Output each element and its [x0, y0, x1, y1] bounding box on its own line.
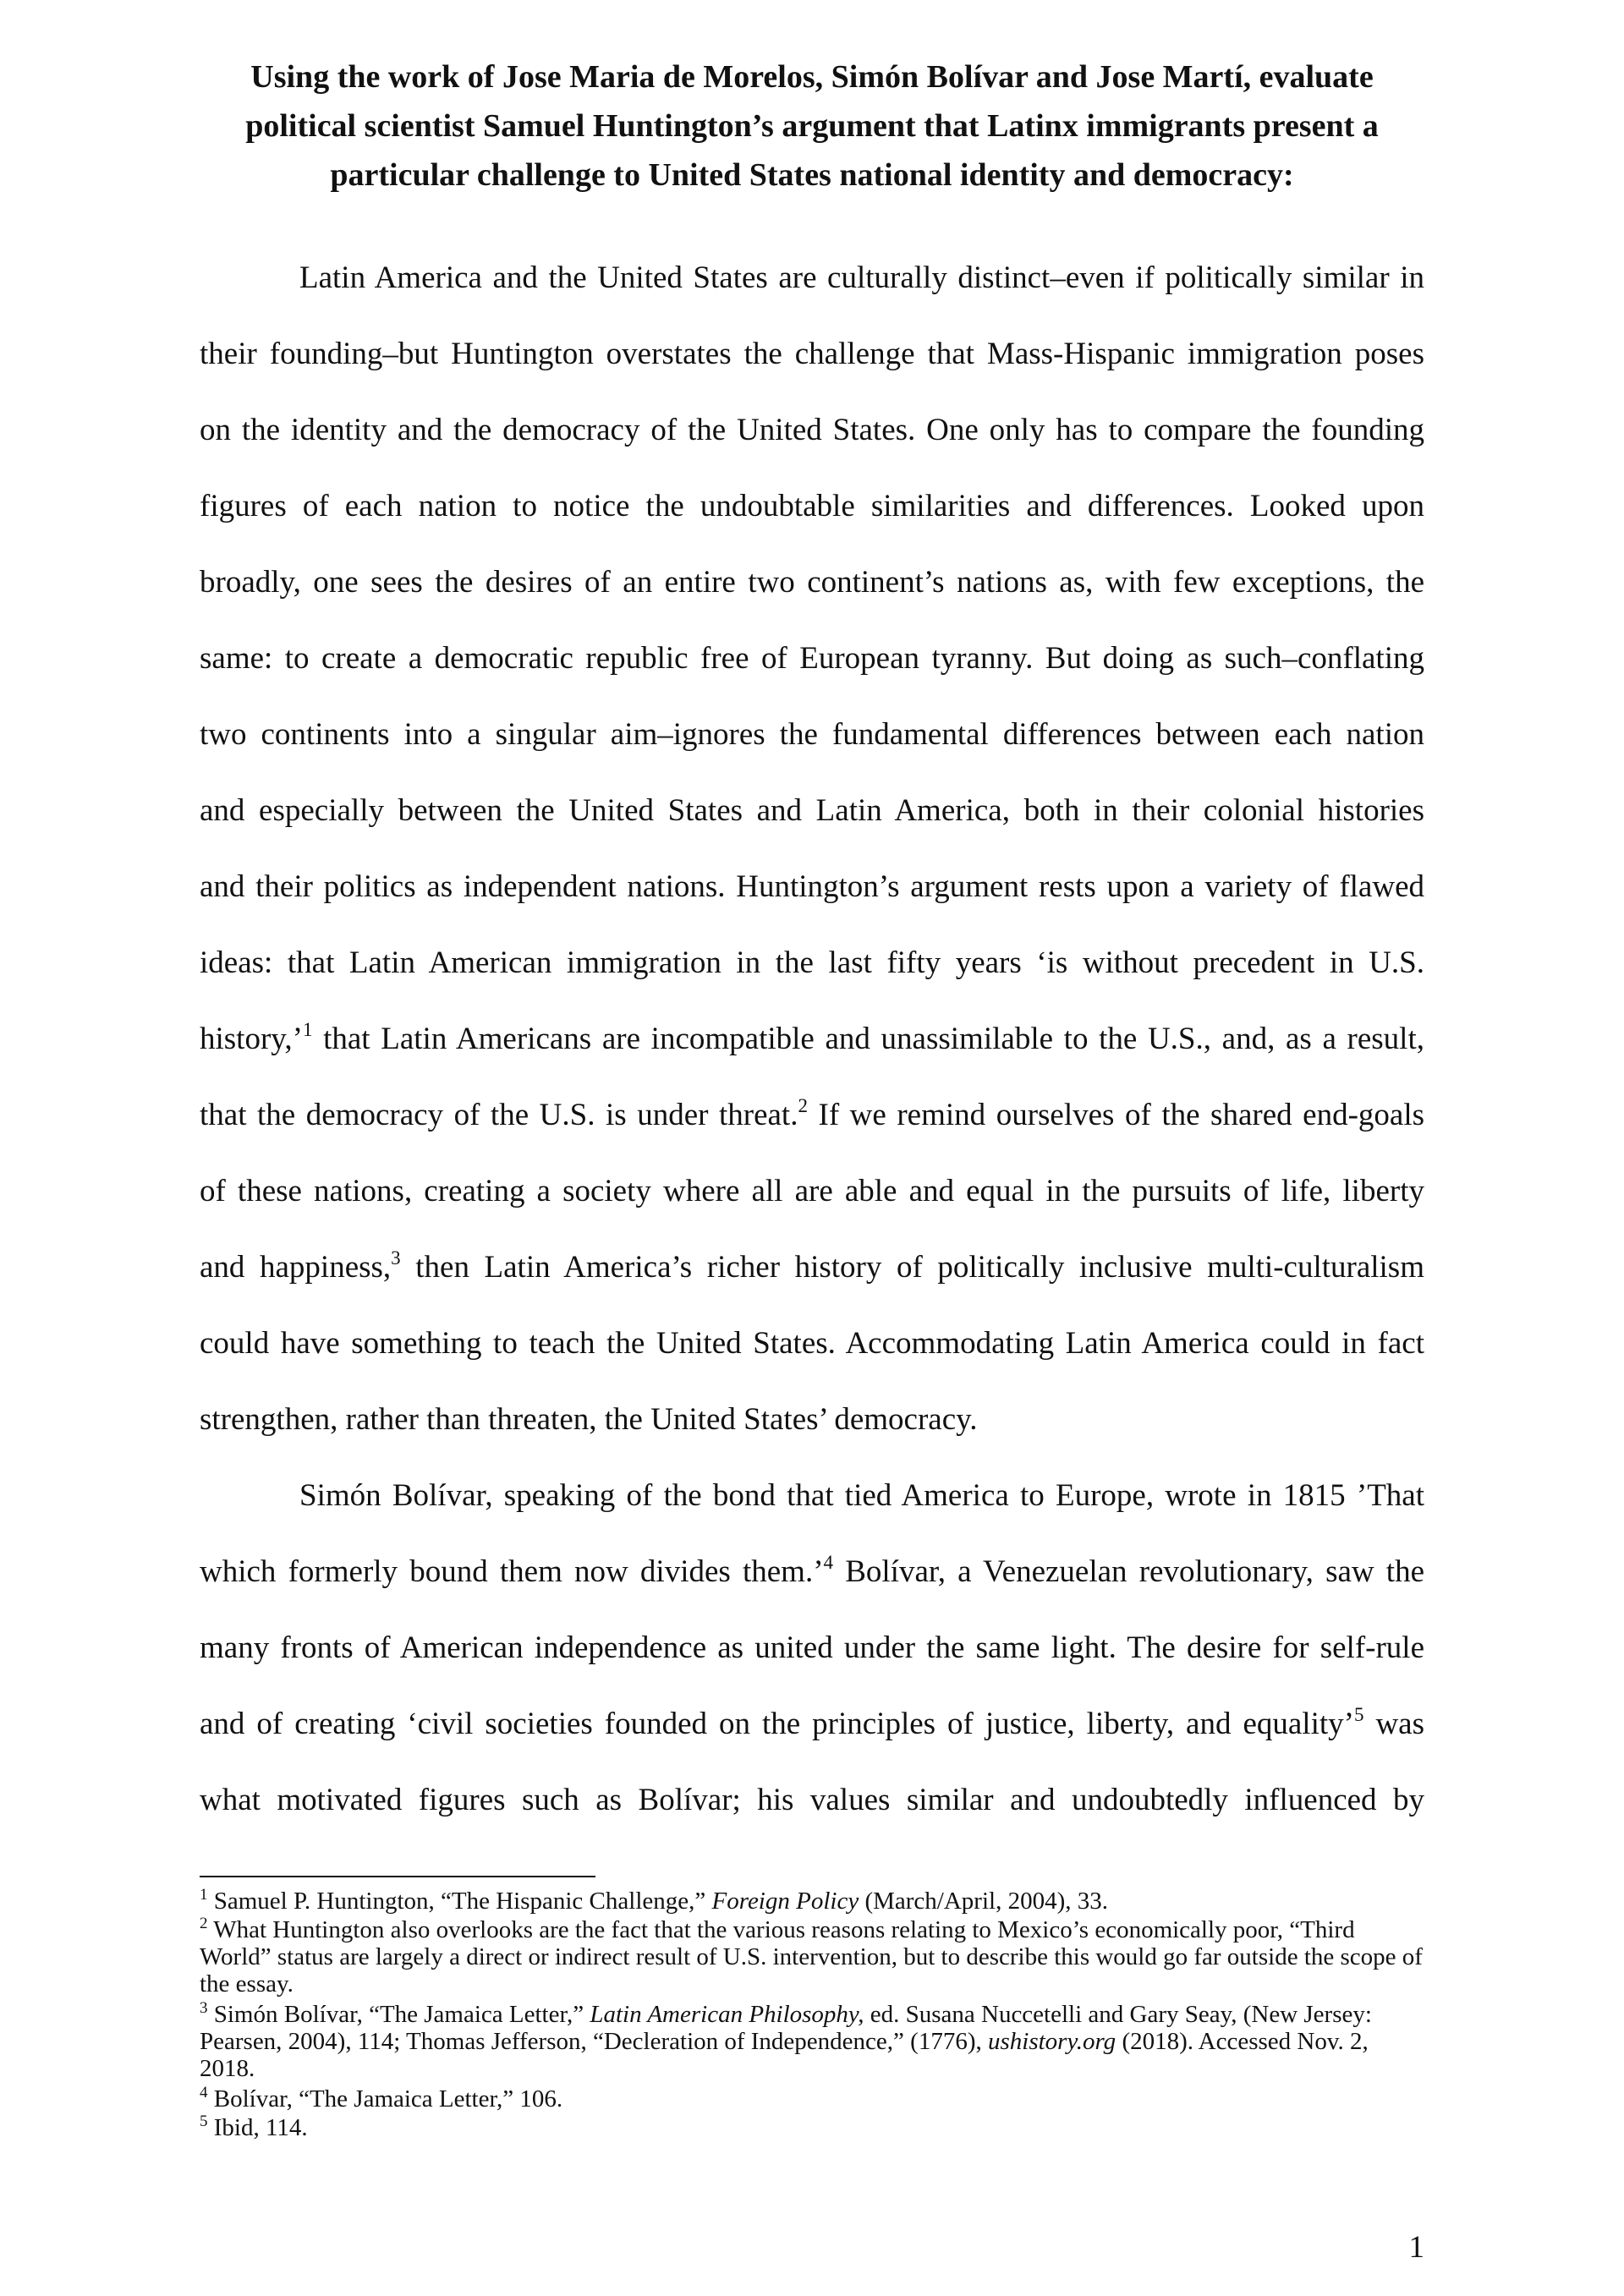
body-line-10: ideas: that Latin American immigration in the last fifty years ‘is without precedent in U.S.	[200, 945, 1424, 980]
page-number: 1	[1408, 2230, 1424, 2265]
text-segment: then Latin America’s richer history of politically inclusive multi-culturalism	[400, 1250, 1424, 1285]
body-line-21: what motivated figures such as Bolívar; his values similar and undoubtedly influenced by	[200, 1783, 1424, 1817]
footnote-4	[200, 2085, 1424, 2112]
body-line-19: many fronts of American independence as united under the same light. The desire for self-rule	[200, 1630, 1424, 1665]
footnote-text: Samuel P. Huntington, “The Hispanic Challenge,”	[207, 1888, 712, 1915]
body-line-9: and their politics as independent nations. Huntington’s argument rests upon a variety of flawed	[200, 869, 1424, 904]
footnote-italic: ushistory.org	[987, 2028, 1116, 2055]
text-segment: and happiness,	[200, 1250, 392, 1285]
footnote-ref-3: 3	[391, 1247, 401, 1269]
footnote-ref-2: 2	[798, 1095, 808, 1116]
footnote-ref-4: 4	[823, 1552, 834, 1573]
body-line-17: Simón Bolívar, speaking of the bond that tied America to Europe, wrote in 1815 ’That	[299, 1478, 1424, 1513]
footnote-text: What Huntington also overlooks are the fact that the various reasons relating to Mexico’s economically poor, “Third World” status are largely a direct or indirect result of U.S. intervention, but to describe this would go far outside the scope of the essay.	[200, 1916, 1423, 1997]
body-line-4: figures of each nation to notice the undoubtable similarities and differences. Looked upon	[200, 489, 1424, 523]
text-segment: Bolívar, a Venezuelan revolutionary, saw the	[833, 1554, 1424, 1589]
body-line-16: strengthen, rather than threaten, the United States’ democracy.	[200, 1402, 978, 1437]
footnote-text: (March/April, 2004), 33.	[859, 1888, 1108, 1915]
footnote-text: Bolívar, “The Jamaica Letter,” 106.	[207, 2085, 563, 2112]
body-line-20	[200, 1686, 1424, 1762]
footnote-text: Ibid, 114.	[207, 2114, 308, 2141]
footnote-separator	[200, 1876, 595, 1877]
body-line-6: same: to create a democratic republic free of European tyranny. But doing as such–conflating	[200, 641, 1424, 676]
body-line-5: broadly, one sees the desires of an entire two continent’s nations as, with few exceptions, the	[200, 565, 1424, 600]
footnote-3	[200, 2001, 1424, 2082]
body-line-2: their founding–but Huntington overstates the challenge that Mass-Hispanic immigration poses	[200, 337, 1424, 371]
body-line-13: of these nations, creating a society where all are able and equal in the pursuits of life, liberty	[200, 1174, 1424, 1208]
body-line-11	[200, 1001, 1424, 1077]
footnote-5	[200, 2114, 1424, 2141]
footnote-number: 3	[200, 1999, 208, 2017]
essay-title: Using the work of Jose Maria de Morelos, Simón Bolívar and Jose Martí, evaluate political scientist Samuel Huntington’s argument that Latinx immigrants present a particular challenge to United States national identity and democracy:	[245, 59, 1379, 193]
footnote-number: 1	[200, 1886, 208, 1904]
footnote-number: 4	[200, 2084, 208, 2101]
footnote-italic: Foreign Policy	[711, 1888, 859, 1915]
footnote-text: Simón Bolívar, “The Jamaica Letter,”	[207, 2001, 590, 2028]
text-segment: and of creating ‘civil societies founded on the principles of justice, liberty, and equality’	[200, 1707, 1354, 1741]
text-segment: that Latin Americans are incompatible and unassimilable to the U.S., and, as a result,	[312, 1022, 1424, 1056]
footnote-ref-1: 1	[302, 1019, 313, 1040]
footnote-text: (2018). Accessed Nov. 2, 2018.	[200, 2028, 1369, 2082]
body-line-14	[200, 1230, 1424, 1306]
footnote-2	[200, 1916, 1424, 1997]
footnote-text: ed. Susana Nuccetelli and Gary Seay, (New Jersey: Pearsen, 2004), 114; Thomas Jefferson, “Decleration of Independence,” (1776),	[200, 2001, 1372, 2055]
text-segment: history,’	[200, 1022, 303, 1056]
body-line-18	[200, 1534, 1424, 1610]
footnote-italic: Latin American Philosophy,	[590, 2001, 864, 2028]
text-segment: If we remind ourselves of the shared end-goals	[807, 1098, 1424, 1132]
footnote-number: 5	[200, 2112, 208, 2130]
text-segment: which formerly bound them now divides them.’	[200, 1554, 824, 1589]
footnote-number: 2	[200, 1915, 208, 1932]
text-segment: that the democracy of the U.S. is under threat.	[200, 1098, 798, 1132]
footnote-ref-5: 5	[1353, 1704, 1364, 1725]
body-line-15: could have something to teach the United States. Accommodating Latin America could in fact	[200, 1326, 1424, 1361]
body-line-12	[200, 1077, 1424, 1153]
footnote-1	[200, 1888, 1424, 1915]
text-segment: was	[1363, 1707, 1424, 1741]
body-line-1: Latin America and the United States are culturally distinct–even if politically similar in	[299, 260, 1424, 295]
body-line-7: two continents into a singular aim–ignores the fundamental differences between each nation	[200, 717, 1424, 752]
body-line-8: and especially between the United States and Latin America, both in their colonial histories	[200, 793, 1424, 828]
body-line-3: on the identity and the democracy of the United States. One only has to compare the founding	[200, 413, 1424, 447]
